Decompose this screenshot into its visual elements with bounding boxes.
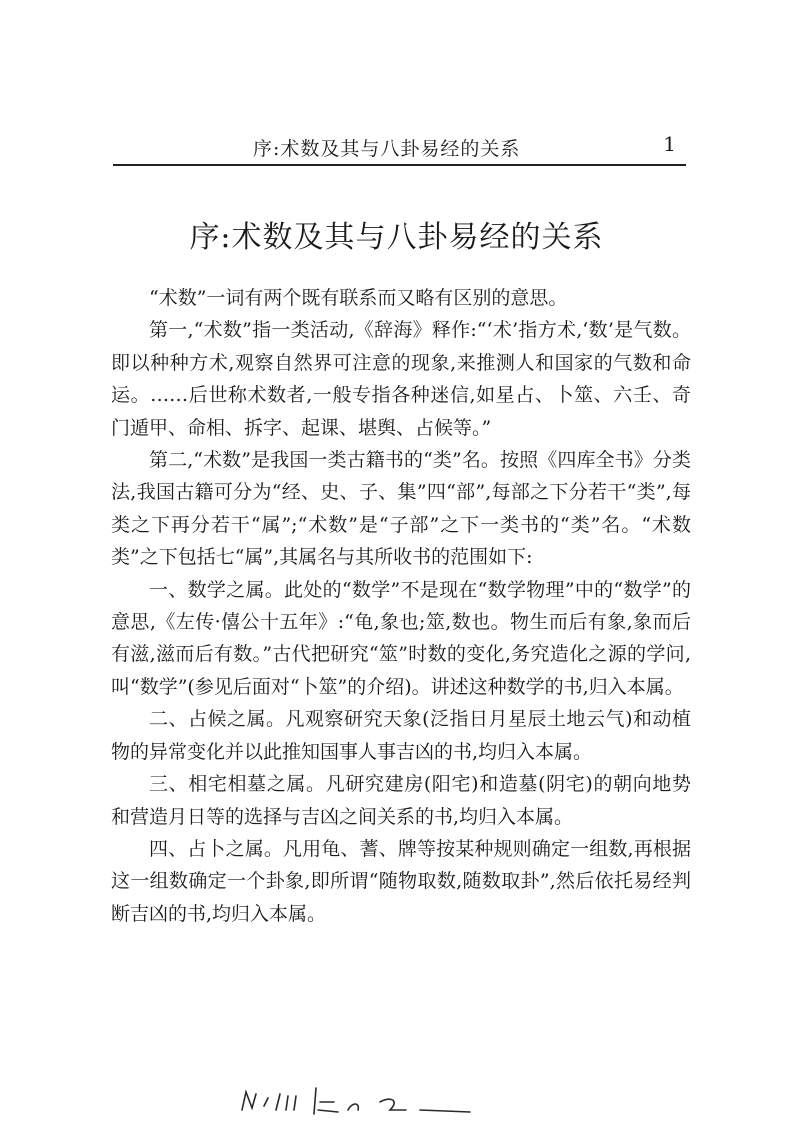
paragraph-intro: “术数”一词有两个既有联系而又略有区别的意思。 [149,287,568,309]
paragraph-divination: 四、占卜之属。凡用龟、蓍、牌等按某种规则确定一组数,再根据这一组数确定一个卦象,即所谓“随物取数,随数取卦”,然后依托易经判断吉凶的书,均归入本属。 [111,837,691,925]
header-rule [113,164,686,166]
chapter-title: 序:术数及其与八卦易经的关系 [189,220,604,255]
body-text [111,282,691,930]
running-header [113,134,686,162]
paragraph-first-meaning: 第一,“术数”指一类活动,《辞海》释作:“‘术’指方术,‘数’是气数。即以种种方术,观察自然界可注意的现象,来推测人和国家的气数和命运。……后世称术数者,一般专指各种迷信,如星占、卜筮、六壬、奇门遁甲、命相、拆字、起课、堪舆、占候等。” [111,319,691,439]
paragraph-second-meaning: 第二,“术数”是我国一类古籍书的“类”名。按照《四库全书》分类法,我国古籍可分为“经、史、子、集”四“部”,每部之下分若干“类”,每类之下再分若干“属”;“术数”是“子部”之下一类书的“类”名。“术数类”之下包括七“属”,其属名与其所收书的范围如下: [111,449,691,569]
paragraph-geomancy: 三、相宅相墓之属。凡研究建房(阳宅)和造墓(阴宅)的朝向地势和营造月日等的选择与吉凶之间关系的书,均归入本属。 [111,773,691,828]
paragraph-math-category: 一、数学之属。此处的“数学”不是现在“数学物理”中的“数学”的意思,《左传·僖公十五年》:“龟,象也;筮,数也。物生而后有象,象而后有滋,滋而后有数。”古代把研究“筮”时数的变化,务究造化之源的学问,叫“数学”(参见后面对“卜筮”的介绍)。讲述这种数学的书,归入本属。 [111,578,691,698]
handwritten-signature [230,1080,510,1120]
running-title: 序:术数及其与八卦易经的关系 [253,138,521,160]
page-number: 1 [663,132,676,156]
paragraph-divination-weather: 二、占候之属。凡观察研究天象(泛指日月星辰土地云气)和动植物的异常变化并以此推知国事人事吉凶的书,均归入本属。 [111,708,691,763]
